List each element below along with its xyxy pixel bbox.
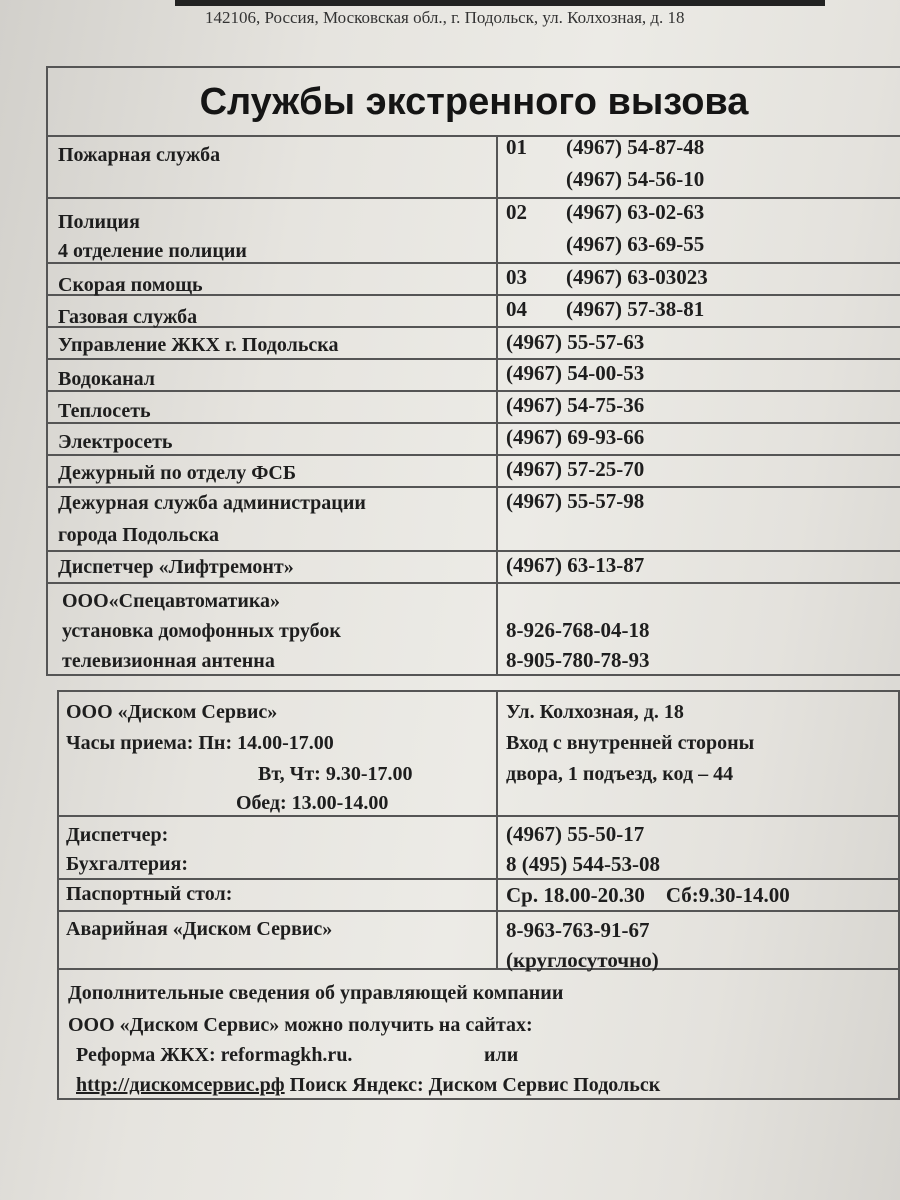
info-line: Реформа ЖКХ: reformagkh.ru. [76, 1044, 353, 1066]
service-name: Диспетчер «Лифтремонт» [58, 556, 294, 578]
service-code: 03 [506, 265, 527, 289]
company-name: ООО «Диском Сервис» [66, 701, 278, 723]
service-name: Скорая помощь [58, 274, 203, 296]
company-hours: Часы приема: Пн: 14.00-17.00 [66, 732, 334, 754]
service-name: Водоканал [58, 368, 156, 390]
table-rule [46, 390, 900, 392]
service-name: Управление ЖКХ г. Подольска [58, 334, 339, 356]
table-rule [46, 135, 900, 137]
site-link[interactable]: http://дискомсервис.рф [76, 1074, 285, 1096]
table-divider [496, 135, 498, 676]
table-divider [496, 690, 498, 968]
service-name: Теплосеть [58, 400, 151, 422]
passport-hours: Ср. 18.00-20.30 Сб:9.30-14.00 [506, 883, 790, 907]
service-phone: (4967) 69-93-66 [506, 425, 645, 449]
emergency-company-phone: 8-963-763-91-67 [506, 918, 650, 942]
service-phone: (4967) 63-13-87 [506, 553, 645, 577]
service-name: Пожарная служба [58, 144, 221, 166]
company-address: Ул. Колхозная, д. 18 [506, 701, 684, 723]
company-lunch: Обед: 13.00-14.00 [236, 792, 389, 814]
service-name: телевизионная антенна [62, 650, 275, 672]
info-line: или [484, 1044, 519, 1066]
service-phone: (4967) 54-56-10 [566, 167, 705, 191]
address-header: 142106, Россия, Московская обл., г. Подольск, ул. Колхозная, д. 18 [205, 8, 685, 27]
emergency-company-note: (круглосуточно) [506, 948, 659, 972]
service-name: Дежурная служба администрации [58, 492, 366, 514]
company-address: двора, 1 подъезд, код – 44 [506, 763, 734, 785]
service-phone: (4967) 54-00-53 [506, 361, 645, 385]
service-name: Газовая служба [58, 306, 198, 328]
emergency-company-label: Аварийная «Диском Сервис» [66, 918, 333, 940]
service-name: ООО«Спецавтоматика» [62, 590, 281, 612]
dispatcher-phone: (4967) 55-50-17 [506, 822, 645, 846]
service-phone: 8-905-780-78-93 [506, 648, 650, 672]
service-phone: (4967) 63-02-63 [566, 200, 705, 224]
service-phone: (4967) 54-75-36 [506, 393, 645, 417]
table-rule [46, 422, 900, 424]
service-code: 01 [506, 135, 527, 159]
service-phone: (4967) 57-38-81 [566, 297, 705, 321]
service-phone: (4967) 57-25-70 [506, 457, 645, 481]
service-name: Полиция [58, 211, 140, 233]
service-name: установка домофонных трубок [62, 620, 341, 642]
service-code: 02 [506, 200, 527, 224]
info-line: Дополнительные сведения об управляющей компании [68, 982, 564, 1004]
service-phone: (4967) 55-57-63 [506, 330, 645, 354]
accounting-phone: 8 (495) 544-53-08 [506, 852, 660, 876]
service-name: Дежурный по отделу ФСБ [58, 462, 297, 484]
service-phone: (4967) 63-69-55 [566, 232, 705, 256]
service-name: города Подольска [58, 524, 219, 546]
company-hours-tue-thu: Вт, Чт: 9.30-17.00 [258, 763, 413, 785]
header-rule [175, 0, 825, 6]
service-phone: (4967) 54-87-48 [566, 135, 705, 159]
info-line-4 [76, 1070, 660, 1101]
dispatcher-label: Диспетчер: [66, 824, 169, 846]
table-rule [46, 197, 900, 199]
service-phone: (4967) 55-57-98 [506, 489, 645, 513]
service-phone: 8-926-768-04-18 [506, 618, 650, 642]
accounting-label: Бухгалтерия: [66, 853, 189, 875]
table-rule [57, 968, 900, 970]
company-address: Вход с внутренней стороны [506, 732, 755, 754]
emergency-title: Службы экстренного вызова [199, 80, 749, 123]
service-phone: (4967) 63-03023 [566, 265, 708, 289]
info-line: ООО «Диском Сервис» можно получить на сайтах: [68, 1014, 533, 1036]
service-name: Электросеть [58, 431, 173, 453]
passport-label: Паспортный стол: [66, 883, 233, 905]
table-rule [46, 454, 900, 456]
table-rule [57, 815, 900, 817]
service-code: 04 [506, 297, 527, 321]
service-name: 4 отделение полиции [58, 240, 247, 262]
search-hint: Поиск Яндекс: Диском Сервис Подольск [284, 1074, 661, 1096]
